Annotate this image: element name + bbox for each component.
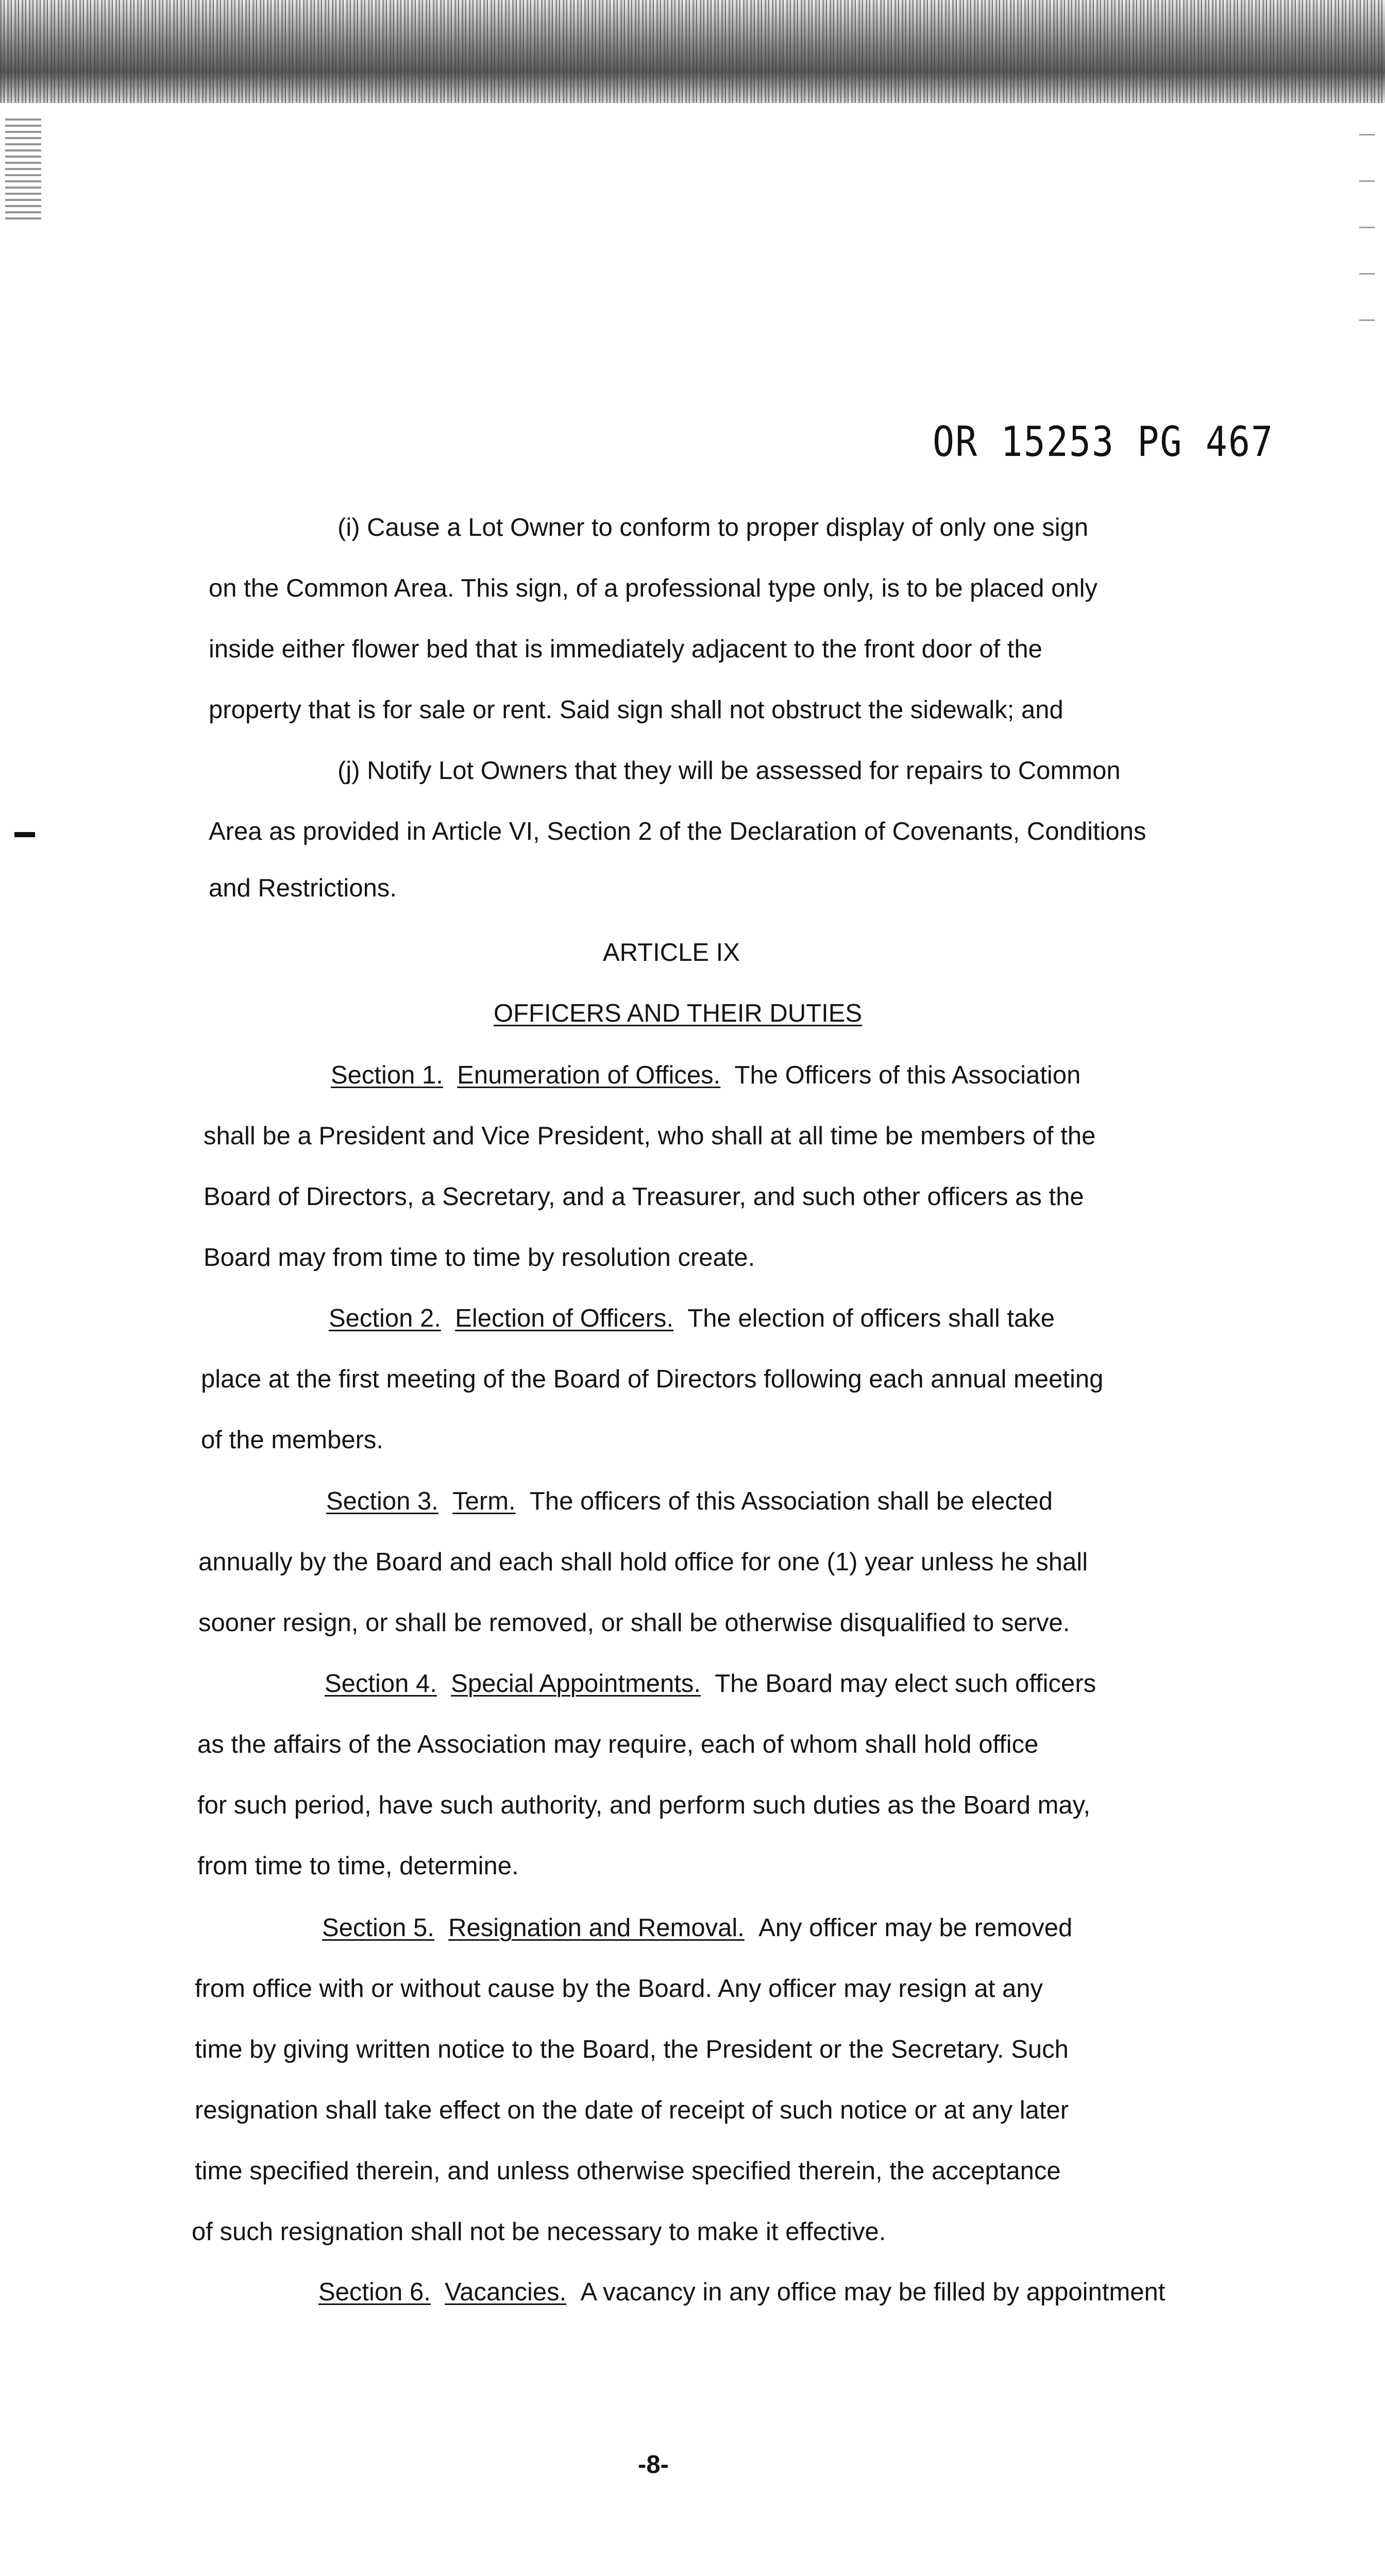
paragraph-i-line-4: property that is for sale or rent. Said sign shall not obstruct the sidewalk; and	[209, 696, 1063, 724]
scan-noise-top	[0, 0, 1385, 103]
section-1-title: Enumeration of Offices.	[457, 1061, 721, 1089]
section-4-first-line	[325, 1671, 1096, 1697]
section-6-first-line	[318, 2280, 1165, 2305]
paragraph-i-line-3: inside either flower bed that is immediately adjacent to the front door of the	[209, 635, 1042, 663]
article-number: ARTICLE IX	[603, 939, 740, 967]
scan-edge-marks-left	[5, 118, 41, 222]
section-4-line-4: from time to time, determine.	[197, 1852, 519, 1880]
section-4-text: The Board may elect such officers	[715, 1670, 1096, 1698]
section-5-line-5: time specified therein, and unless otherwise specified therein, the acceptance	[195, 2157, 1061, 2185]
section-2-line-3: of the members.	[201, 1426, 384, 1454]
section-3-title: Term.	[452, 1487, 516, 1515]
section-2-label: Section 2.	[329, 1304, 441, 1332]
section-3-line-2: annually by the Board and each shall hold office for one (1) year unless he shall	[198, 1548, 1088, 1576]
section-6-label: Section 6.	[318, 2278, 431, 2306]
section-3-first-line	[326, 1489, 1053, 1514]
page-number: -8-	[638, 2451, 669, 2479]
article-title: OFFICERS AND THEIR DUTIES	[494, 999, 863, 1027]
paragraph-j-line-3: and Restrictions.	[209, 874, 397, 902]
section-1-label: Section 1.	[331, 1061, 443, 1089]
paragraph-i-line-2: on the Common Area. This sign, of a professional type only, is to be placed only	[209, 574, 1098, 602]
section-5-title: Resignation and Removal.	[448, 1914, 745, 1942]
section-6-title: Vacancies.	[445, 2278, 567, 2306]
recording-stamp: OR 15253 PG 467	[933, 417, 1274, 466]
section-2-title: Election of Officers.	[455, 1304, 674, 1332]
section-4-line-2: as the affairs of the Association may require, each of whom shall hold office	[197, 1731, 1039, 1758]
margin-mark	[14, 832, 35, 837]
section-5-line-3: time by giving written notice to the Board, the President or the Secretary. Such	[195, 2036, 1069, 2063]
section-1-line-2: shall be a President and Vice President, who shall at all time be members of the	[204, 1122, 1096, 1150]
section-1-first-line	[331, 1063, 1080, 1088]
section-5-line-2: from office with or without cause by the Board. Any officer may resign at any	[195, 1975, 1043, 2003]
section-2-line-2: place at the first meeting of the Board of Directors following each annual meeting	[201, 1365, 1104, 1393]
paragraph-j-line-2: Area as provided in Article VI, Section 2 of the Declaration of Covenants, Conditions	[209, 818, 1146, 845]
section-1-line-4: Board may from time to time by resolution create.	[204, 1244, 755, 1272]
scan-edge-marks-right	[1359, 134, 1375, 330]
section-1-text: The Officers of this Association	[734, 1061, 1081, 1089]
section-2-text: The election of officers shall take	[687, 1304, 1055, 1332]
section-5-text: Any officer may be removed	[758, 1914, 1073, 1942]
section-6-text: A vacancy in any office may be filled by appointment	[580, 2278, 1166, 2306]
paragraph-j-line-1: (j) Notify Lot Owners that they will be assessed for repairs to Common	[337, 757, 1121, 785]
section-5-label: Section 5.	[322, 1914, 434, 1942]
section-4-label: Section 4.	[325, 1670, 437, 1698]
section-3-line-3: sooner resign, or shall be removed, or shall be otherwise disqualified to serve.	[198, 1609, 1070, 1637]
section-1-line-3: Board of Directors, a Secretary, and a Treasurer, and such other officers as the	[204, 1183, 1084, 1211]
section-5-first-line	[322, 1916, 1072, 1941]
section-4-line-3: for such period, have such authority, and perform such duties as the Board may,	[197, 1791, 1091, 1819]
section-4-title: Special Appointments.	[451, 1670, 701, 1698]
section-5-line-4: resignation shall take effect on the date of receipt of such notice or at any later	[195, 2096, 1069, 2124]
section-5-line-6: of such resignation shall not be necessary to make it effective.	[192, 2218, 886, 2246]
paragraph-i-line-1: (i) Cause a Lot Owner to conform to proper display of only one sign	[337, 514, 1089, 541]
section-2-first-line	[329, 1306, 1055, 1331]
section-3-label: Section 3.	[326, 1487, 438, 1515]
section-3-text: The officers of this Association shall be elected	[529, 1487, 1053, 1515]
